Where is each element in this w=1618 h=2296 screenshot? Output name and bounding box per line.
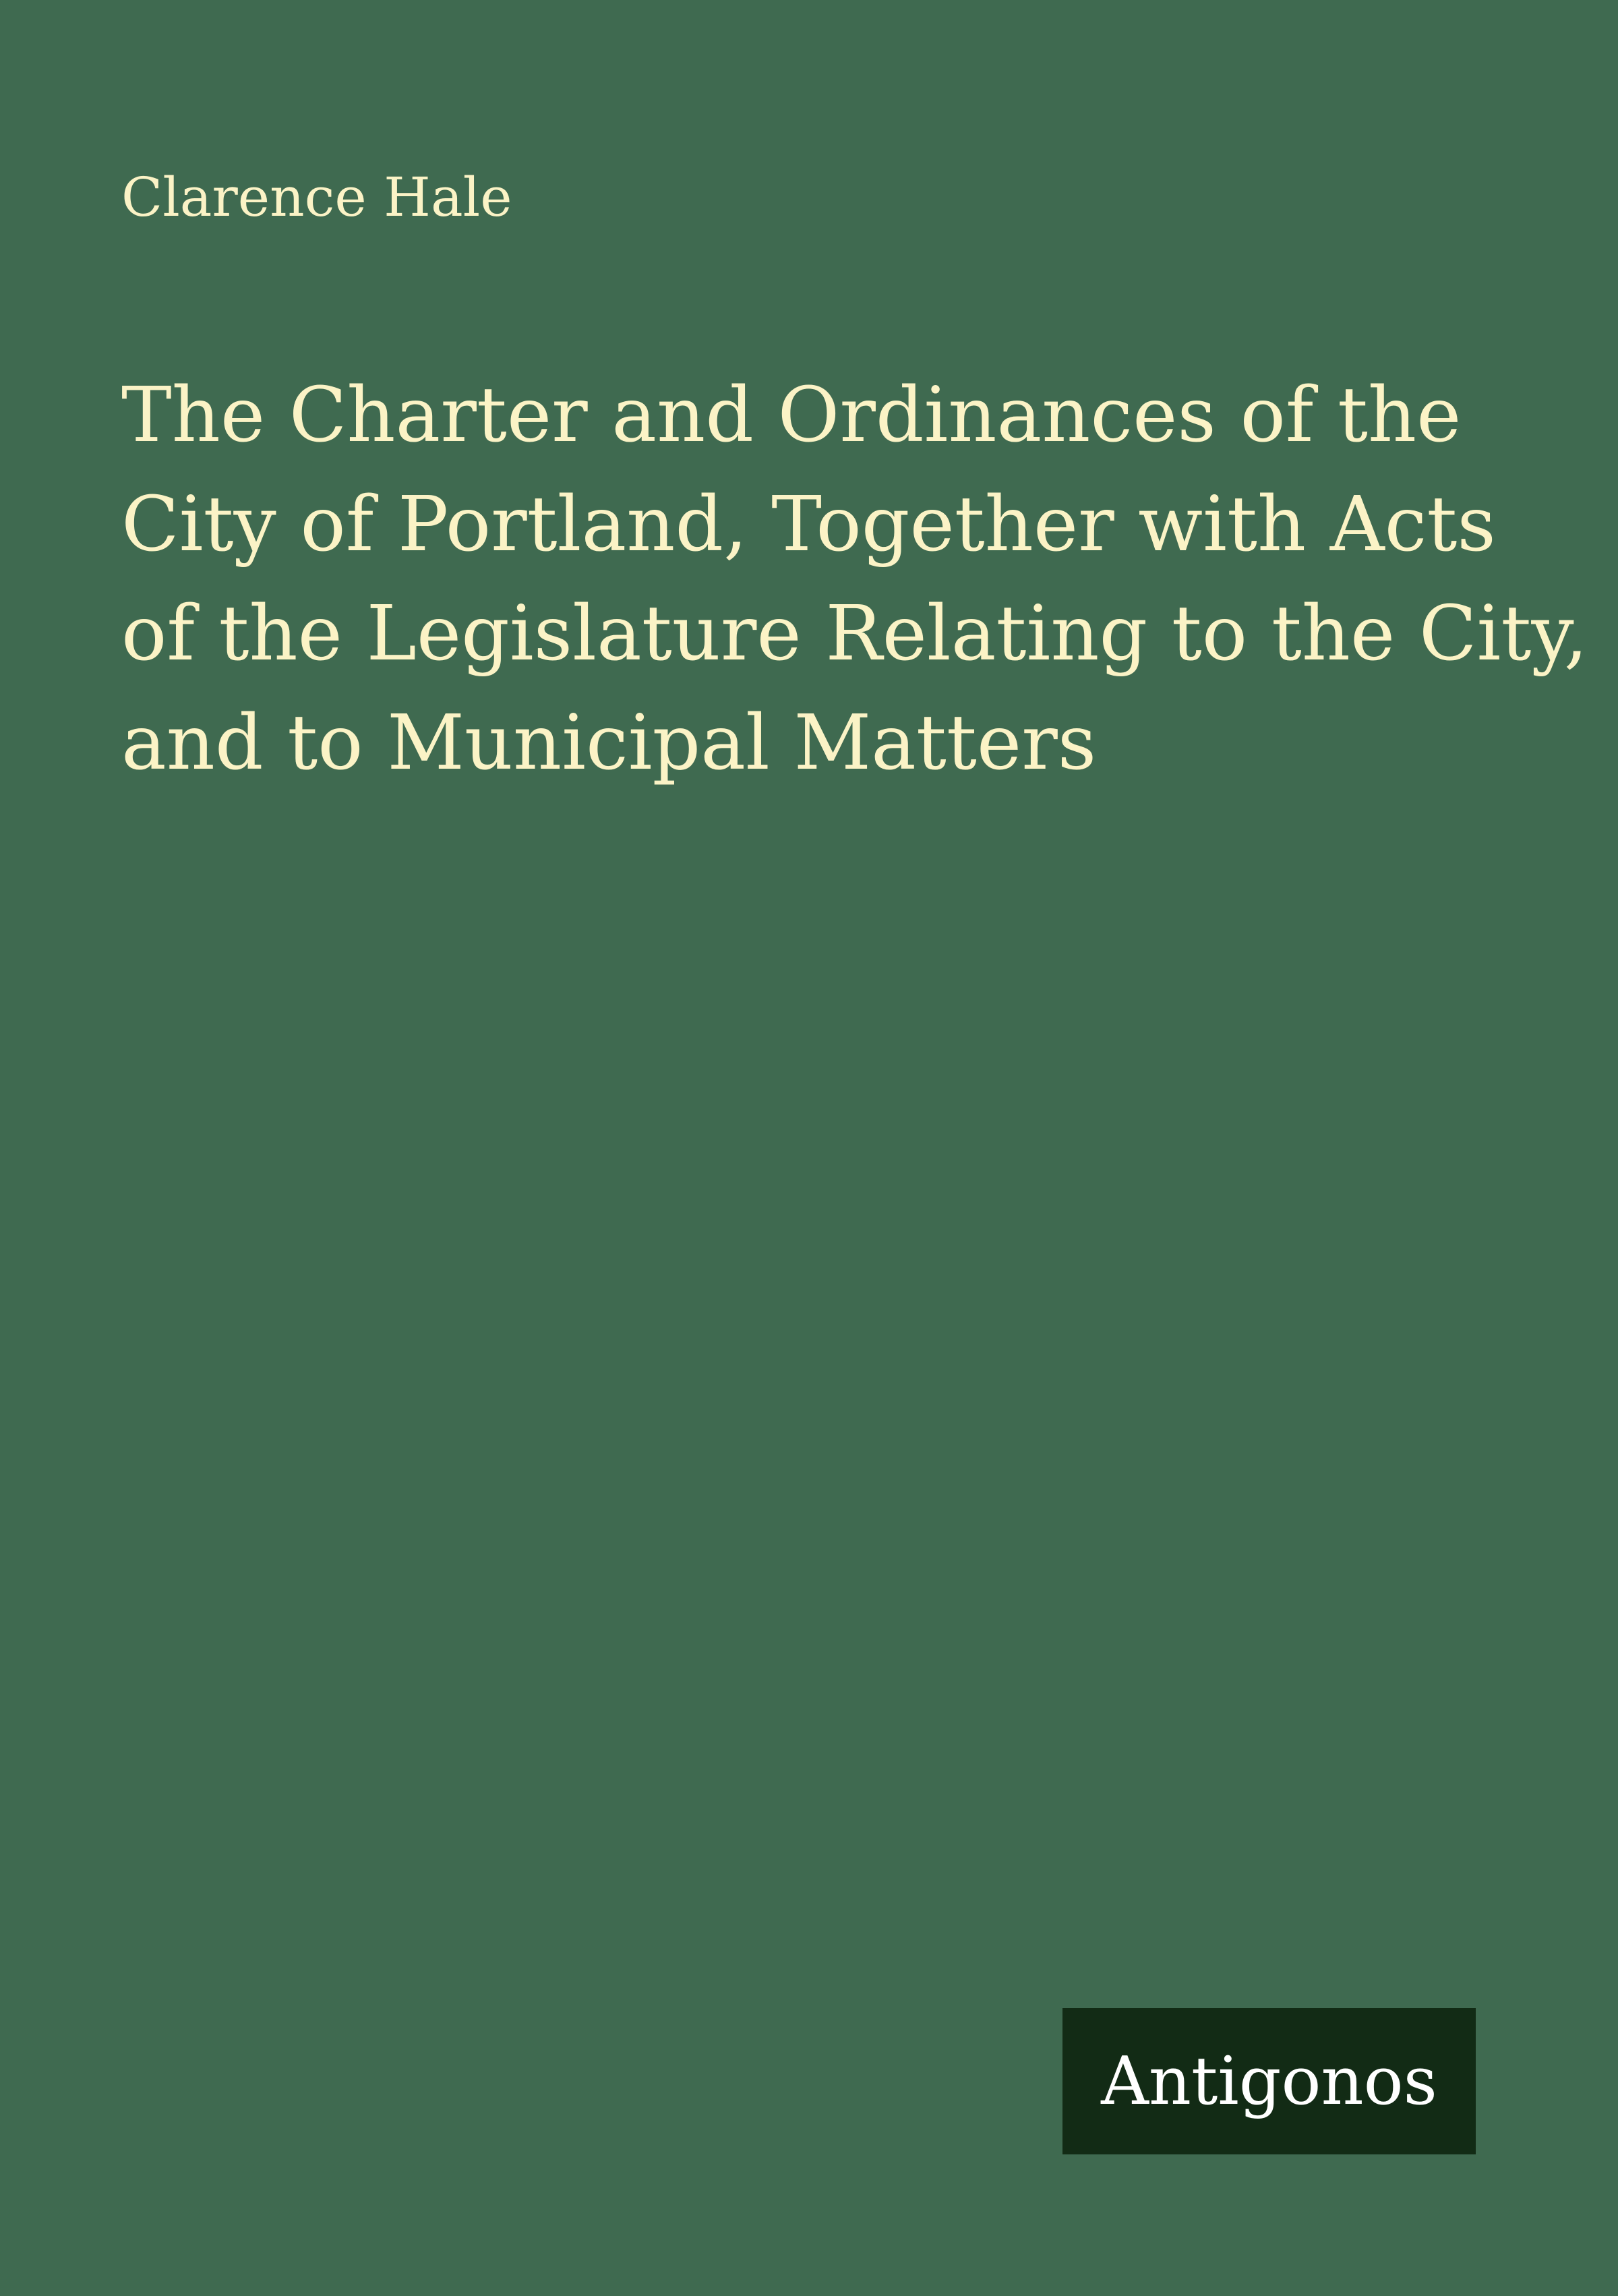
publisher-logo-box — [1062, 2008, 1476, 2154]
book-title — [121, 361, 1588, 798]
title-line: The Charter and Ordinances of the — [121, 372, 1462, 459]
title-line: City of Portland, Together with Acts — [121, 481, 1496, 568]
author-name: Clarence Hale — [121, 166, 512, 229]
publisher-name: Antigonos — [1101, 2042, 1437, 2120]
title-line: and to Municipal Matters — [121, 699, 1097, 787]
title-line: of the Legislature Relating to the City, — [121, 590, 1588, 678]
